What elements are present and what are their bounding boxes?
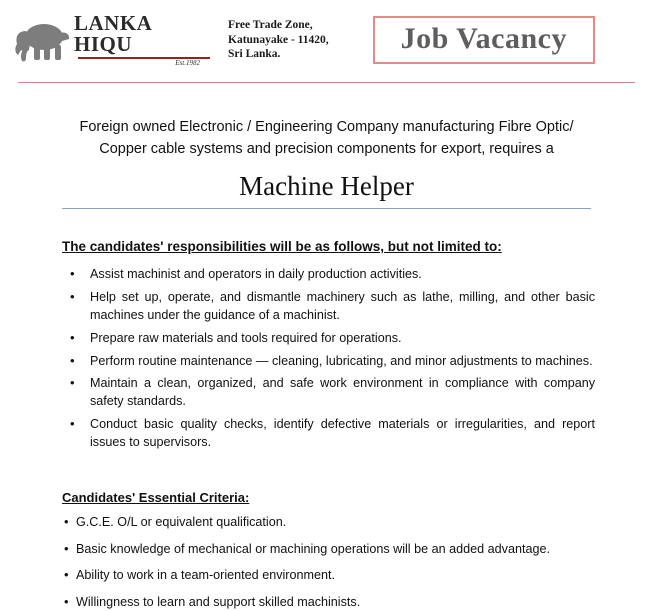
responsibilities-list (62, 266, 595, 452)
company-logo (14, 13, 214, 67)
intro-line-2: Copper cable systems and precision components for export, requires a (99, 140, 554, 157)
job-title: Machine Helper (239, 170, 414, 201)
list-item: • Maintain a clean, organized, and safe work environment in compliance with company safety standards. (84, 375, 595, 411)
intro-line-1: Foreign owned Electronic / Engineering Company manufacturing Fibre Optic/ (79, 119, 574, 135)
address-line-1: Free Trade Zone, (228, 18, 313, 31)
address-line-2: Katunayake - 11420, (228, 33, 329, 46)
criteria-list (62, 514, 595, 611)
title-divider (62, 208, 591, 210)
job-vacancy-badge (373, 16, 595, 64)
address-line-3: Sri Lanka. (228, 48, 281, 61)
list-item: • Basic knowledge of mechanical or machining operations will be an added advantage. (64, 541, 595, 559)
criteria-heading: Candidates' Essential Criteria: (62, 489, 250, 505)
company-address (228, 18, 358, 62)
list-item: • G.C.E. O/L or equivalent qualification. (64, 514, 595, 532)
job-vacancy-label: Job Vacancy (400, 22, 567, 56)
list-item: • Ability to work in a team-oriented environment. (64, 567, 595, 585)
header-divider (18, 82, 635, 83)
elephant-icon (14, 17, 72, 63)
responsibilities-heading: The candidates' responsibilities will be as follows, but not limited to: (62, 239, 502, 254)
list-item: • Perform routine maintenance — cleaning, lubricating, and minor adjustments to machines. (84, 353, 595, 371)
brand-established: Est.1982 (175, 59, 200, 67)
list-item: • Prepare raw materials and tools required for operations. (84, 330, 595, 348)
document-header (0, 0, 653, 78)
list-item: • Willingness to learn and support skilled machinists. (64, 594, 595, 611)
intro-paragraph (40, 117, 613, 161)
list-item: • Assist machinist and operators in daily production activities. (84, 266, 595, 284)
document-body (0, 239, 653, 611)
brand-name: LANKA HIQU (74, 11, 152, 56)
brand-wordmark (74, 13, 214, 67)
list-item: • Conduct basic quality checks, identify defective materials or irregularities, and report issues to supervisors. (84, 416, 595, 452)
list-item: • Help set up, operate, and dismantle machinery such as lathe, milling, and other basic machines under the guidance of a machinist. (84, 289, 595, 325)
